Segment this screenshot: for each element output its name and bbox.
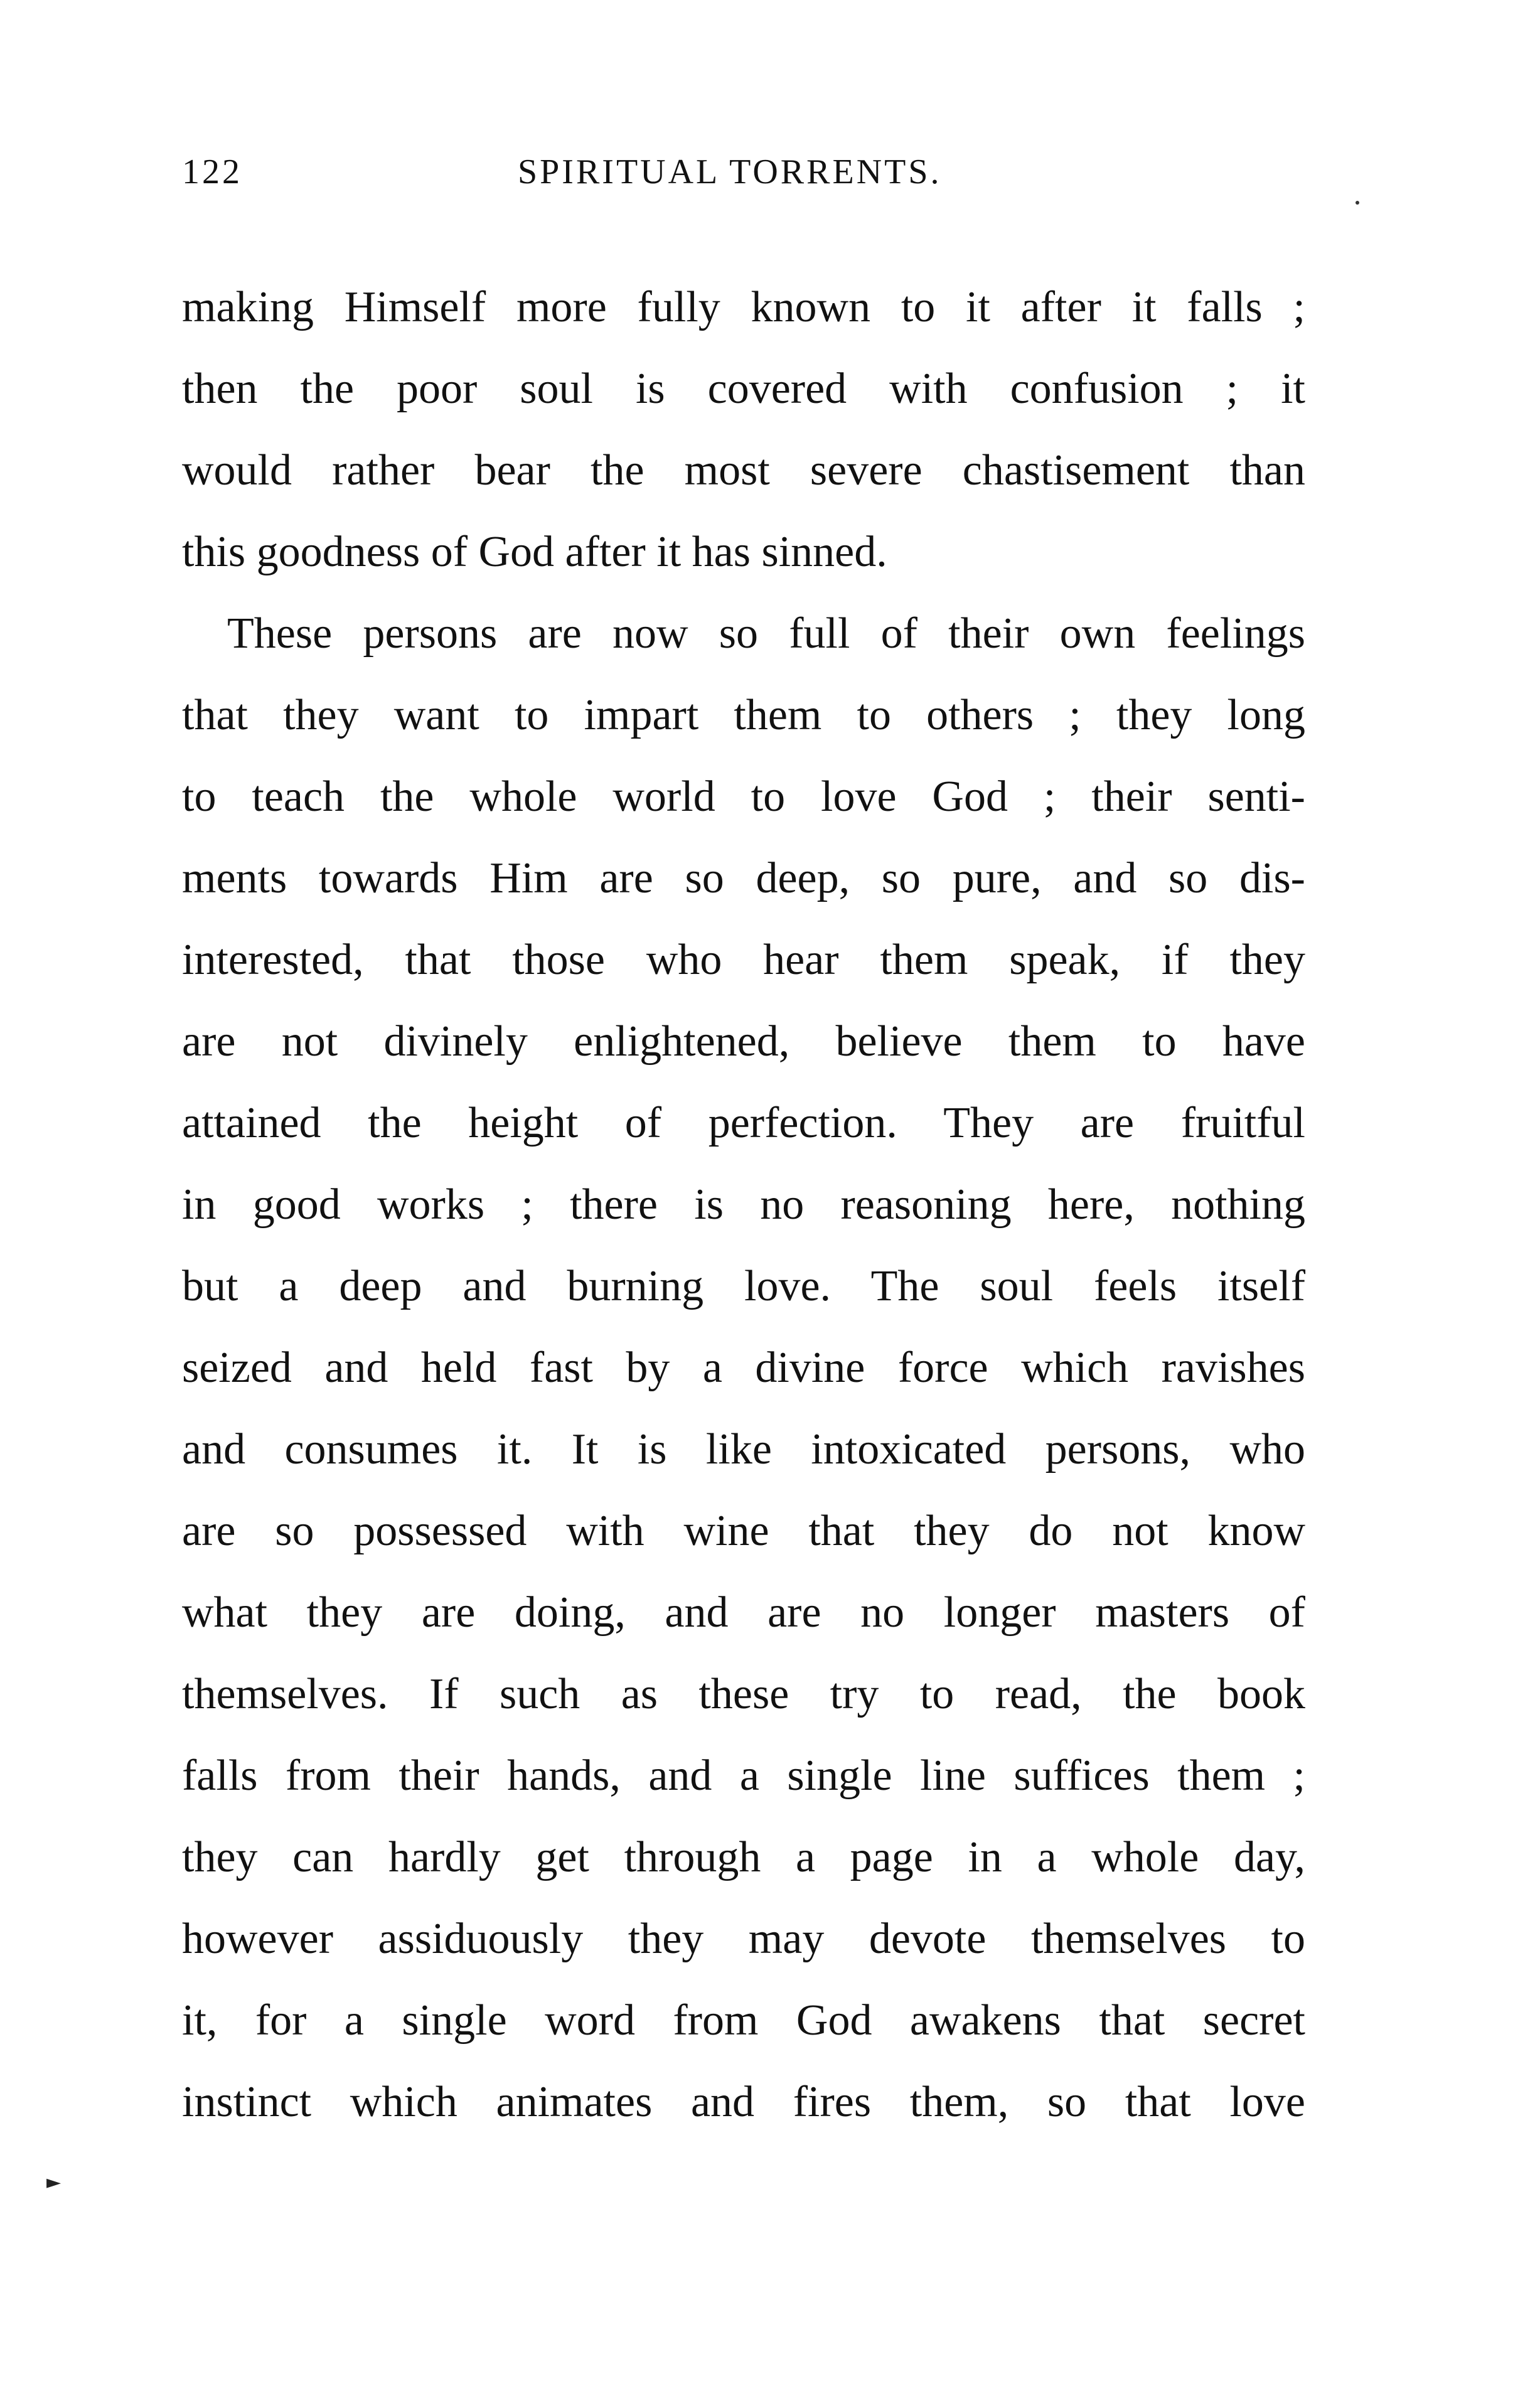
text-line: falls from their hands, and a single line suffices them ; [182,1752,1305,1800]
text-line: it, for a single word from God awakens that secret [182,1996,1305,2045]
page-number: 122 [182,152,242,191]
text-line: instinct which animates and fires them, so that love [182,2078,1305,2126]
text-line: making Himself more fully known to it after it falls ; [182,283,1305,331]
text-line: they can hardly get through a page in a whole day, [182,1833,1305,1881]
running-head: SPIRITUAL TORRENTS. [518,152,942,191]
text-line: in good works ; there is no reasoning here, nothing [182,1180,1305,1229]
text-line: attained the height of perfection. They are fruitful [182,1099,1305,1147]
text-line: to teach the whole world to love God ; their senti- [182,773,1305,821]
text-line: are not divinely enlightened, believe them to have [182,1017,1305,1066]
page-header [182,152,1305,202]
text-line: what they are doing, and are no longer masters of [182,1588,1305,1637]
text-line: seized and held fast by a divine force which ravishes [182,1344,1305,1392]
text-line: themselves. If such as these try to read, the book [182,1670,1305,1718]
text-line: this goodness of God after it has sinned. [182,528,887,576]
text-line: are so possessed with wine that they do not know [182,1507,1305,1555]
body-text [182,267,1305,2143]
text-line: and consumes it. It is like intoxicated persons, who [182,1425,1305,1474]
text-line: ments towards Him are so deep, so pure, and so dis- [182,854,1305,902]
text-line: then the poor soul is covered with confusion ; it [182,365,1305,413]
print-speck [1356,201,1359,205]
margin-arrow-icon: ► [46,2171,61,2193]
text-line: interested, that those who hear them speak, if they [182,936,1305,984]
text-line: that they want to impart them to others ; they long [182,691,1305,739]
text-line: however assiduously they may devote themselves to [182,1915,1305,1963]
text-line: would rather bear the most severe chastisement than [182,446,1305,495]
text-line: but a deep and burning love. The soul feels itself [182,1262,1305,1310]
text-line: These persons are now so full of their own feelings [227,609,1305,658]
